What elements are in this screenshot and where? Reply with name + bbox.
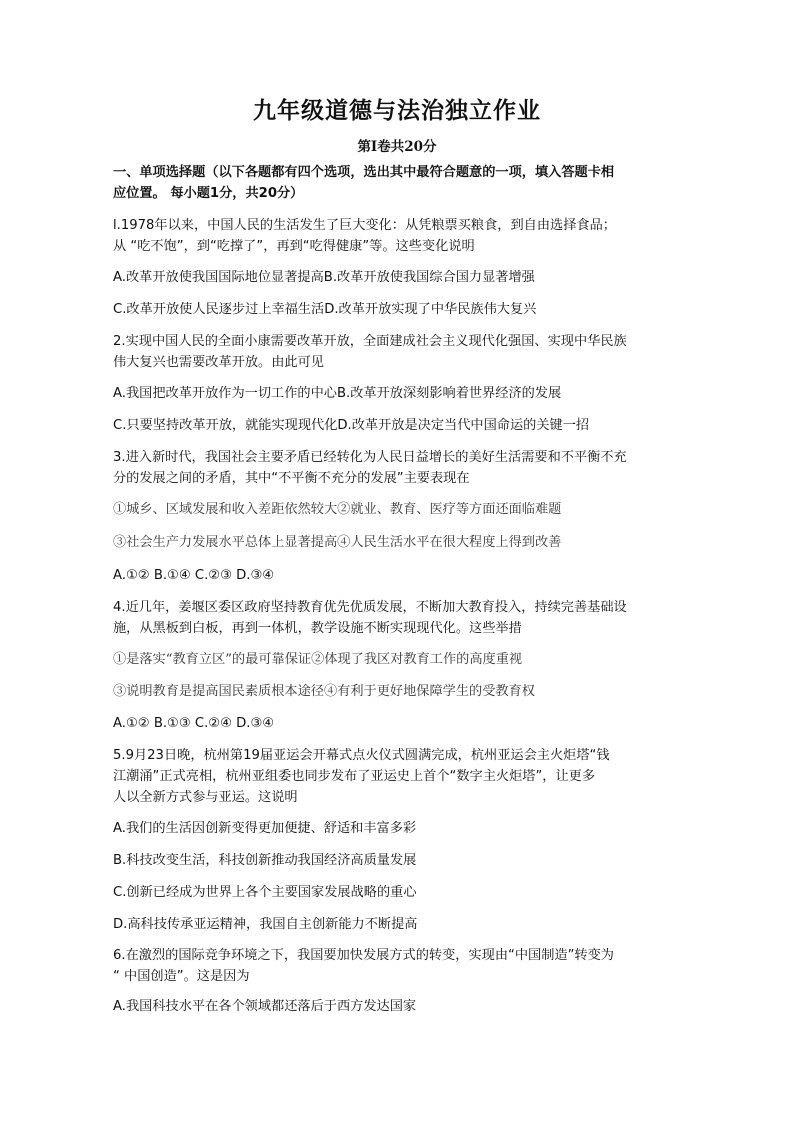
question-5-stem: 人以全新方式参与亚运。这说明	[113, 790, 298, 805]
question-5-option-b: B.科技改变生活，科技创新推动我国经济高质量发展	[113, 853, 417, 868]
question-5-stem: 5.9月23日晚，杭州第19届亚运会开幕式点火仪式圆满完成，杭州亚运会主火炬塔“钱	[113, 748, 610, 763]
question-3-options: A.①② B.①④ C.②③ D.③④	[113, 568, 275, 583]
section-subtitle: 第Ⅰ卷共20分	[357, 139, 437, 155]
question-6-option-a: A.我国科技水平在各个领域都还落后于西方发达国家	[113, 999, 417, 1014]
question-1-stem: l.1978年以来，中国人民的生活发生了巨大变化：从凭粮票买粮食，到自由选择食品；	[113, 218, 616, 233]
page-title: 九年级道德与法治独立作业	[253, 97, 541, 124]
question-2-options: A.我国把改革开放作为一切工作的中心B.改革开放深刻影响着世界经济的发展	[113, 386, 562, 401]
question-3-item: ①城乡、区域发展和收入差距依然较大②就业、教育、医疗等方面还面临难题	[113, 502, 562, 517]
question-3-item: ③社会生产力发展水平总体上显著提高④人民生活水平在很大程度上得到改善	[113, 535, 562, 550]
question-5-option-c: C.创新已经成为世界上各个主要国家发展战略的重心	[113, 885, 417, 900]
question-1-options: C.改革开放使人民逐步过上幸福生活D.改革开放实现了中华民族伟大复兴	[113, 302, 537, 317]
question-4-options: A.①② B.①③ C.②④ D.③④	[113, 716, 275, 731]
question-3-stem: 分的发展之间的矛盾，其中“不平衡不充分的发展”主要表现在	[113, 471, 470, 486]
question-5-stem: 江潮涌”正式亮相，杭州亚组委也同步发布了亚运史上首个“数字主火炬塔”，让更多	[113, 769, 596, 784]
question-2-options: C.只要坚持改革开放，就能实现现代化D.改革开放是决定当代中国命运的关键一招	[113, 418, 590, 433]
section-heading-line: 应位置。 每小题1分，共20分）	[113, 186, 304, 201]
question-2-stem: 2.实现中国人民的全面小康需要改革开放，全面建成社会主义现代化强国、实现中华民族	[113, 334, 627, 349]
question-6-stem: 6.在激烈的国际竞争环境之下，我国要加快发展方式的转变，实现由“中国制造”转变为	[113, 948, 614, 963]
question-1-options: A.改革开放使我国国际地位显著提高B.改革开放使我国综合国力显著增强	[113, 270, 535, 285]
question-4-item: ③说明教育是提高国民素质根本途径④有利于更好地保障学生的受教育权	[113, 684, 535, 699]
section-heading-line: 一、单项选择题（以下各题都有四个选项，选出其中最符合题意的一项，填入答题卡相	[113, 165, 615, 180]
question-4-stem: 施，从黑板到白板，再到一体机，教学设施不断实现现代化。这些举措	[113, 621, 522, 636]
question-5-option-d: D.高科技传承亚运精神，我国自主创新能力不断提高	[113, 917, 418, 932]
question-4-item: ①是落实“教育立区”的最可靠保证②体现了我区对教育工作的高度重视	[113, 652, 523, 667]
question-2-stem: 伟大复兴也需要改革开放。由此可见	[113, 355, 324, 370]
question-3-stem: 3.进入新时代，我国社会主要矛盾已经转化为人民日益增长的美好生活需要和不平衡不充	[113, 450, 627, 465]
question-6-stem: “ 中国创造”。这是因为	[113, 969, 250, 984]
question-5-option-a: A.我们的生活因创新变得更加便捷、舒适和丰富多彩	[113, 821, 417, 836]
question-4-stem: 4.近几年，姜堰区委区政府坚持教育优先优质发展，不断加大教育投入，持续完善基础设	[113, 600, 627, 615]
question-1-stem: 从 “吃不饱”，到“吃撑了”，再到“吃得健康”等。这些变化说明	[113, 239, 475, 254]
